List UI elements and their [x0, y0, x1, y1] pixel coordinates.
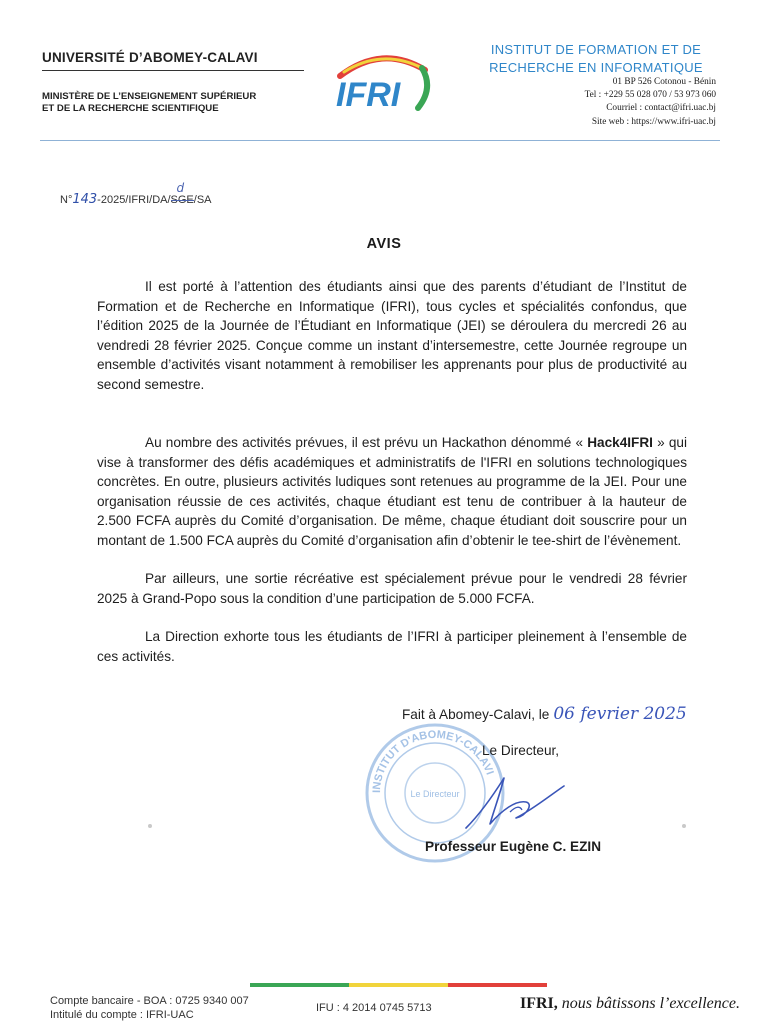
paragraph-3	[97, 569, 687, 608]
ministry-line-2: ET DE LA RECHERCHE SCIENTIFIQUE	[42, 103, 219, 114]
ref-correction: d	[176, 181, 185, 195]
motto	[520, 995, 740, 1013]
reference-number	[60, 181, 212, 207]
bank-details	[50, 994, 249, 1022]
director-name: Professeur Eugène C. EZIN	[425, 839, 602, 854]
hackathon-name: Hack4IFRI	[587, 435, 653, 450]
flag-stripe-green	[250, 983, 349, 987]
paragraph-4	[97, 627, 687, 666]
logo-text: IFRI	[336, 76, 401, 114]
motto-brand: IFRI,	[520, 995, 558, 1012]
logo-arc-green	[418, 68, 427, 108]
stamp-ring-text: INSTITUT D'ABOMEY-CALAVI	[370, 728, 496, 794]
scan-mark	[148, 824, 152, 828]
account-name-line: Intitulé du compte : IFRI-UAC	[50, 1009, 194, 1021]
handwritten-date: 06 fevrier 2025	[553, 704, 687, 724]
paragraph-2-text	[97, 433, 687, 551]
ref-suffix: /SA	[193, 194, 212, 206]
bank-account-line: Compte bancaire - BOA : 0725 9340 007	[50, 995, 249, 1007]
university-name: UNIVERSITÉ D’ABOMEY-CALAVI	[42, 50, 258, 65]
paragraph-2-start: Au nombre des activités prévues, il est prévu un Hackathon dénommé «	[145, 435, 588, 450]
director-title: Le Directeur,	[482, 743, 560, 758]
ifri-logo	[330, 48, 435, 118]
flag-stripe-yellow	[349, 983, 448, 987]
institute-line-1: INSTITUT DE FORMATION ET DE	[490, 42, 702, 57]
ifu-number: IFU : 4 2014 0745 5713	[316, 1002, 432, 1014]
paragraph-1-text: Il est porté à l’attention des étudiants ainsi que des parents d’étudiant de l’Institut de Formation et de Recherche en Informatique (IFRI), tous cycles et spécialités confondus, que l’édition 2025 de la Journée de l’Étudiant en Informatique (JEI) se déroulera du mercredi 26 au vendredi 28 février 2025. Conçue comme un instant d’intersemestre, cette Journée regroupe un ensemble d’activités visant notamment à remobiliser les apprenants pour plus de productivité au second semestre.	[97, 279, 687, 392]
paragraph-3-text: Par ailleurs, une sortie récréative est spécialement prévue pour le vendredi 28 février 2025 à Grand-Popo sous la condition d’une participation de 5.000 FCFA.	[97, 571, 687, 606]
place-text: Fait à Abomey-Calavi, le	[402, 707, 550, 722]
ministry-line-1: MINISTÈRE DE L’ENSEIGNEMENT SUPÉRIEUR	[42, 91, 257, 102]
paragraph-1	[97, 277, 687, 395]
ref-prefix: N°	[60, 194, 73, 206]
place-and-date	[402, 704, 687, 724]
contact-website[interactable]: Site web : https://www.ifri-uac.bj	[591, 116, 716, 127]
flag-stripe-red	[448, 983, 547, 987]
flag-stripe	[250, 983, 547, 987]
notice-title: AVIS	[366, 236, 402, 252]
contact-email[interactable]: Courriel : contact@ifri.uac.bj	[606, 103, 716, 114]
ministry-name	[42, 91, 256, 115]
contact-address: 01 BP 526 Cotonou - Bénin	[612, 77, 716, 87]
paragraph-4-text: La Direction exhorte tous les étudiants de l’IFRI à participer pleinement à l’ensemble de ces activités.	[97, 629, 687, 664]
ref-struck-label: SGE	[170, 194, 194, 206]
stamp-center-text: Le Directeur	[410, 789, 460, 799]
institute-name	[440, 41, 752, 77]
contact-phone: Tel : +229 55 028 070 / 53 973 060	[584, 90, 716, 101]
paragraph-2	[97, 433, 687, 551]
institute-line-2: RECHERCHE EN INFORMATIQUE	[489, 60, 703, 75]
ref-struck-text	[170, 181, 194, 206]
motto-text: nous bâtissons l’excellence.	[557, 995, 740, 1012]
university-underline	[42, 70, 304, 71]
scan-mark	[682, 824, 686, 828]
paragraph-2-rest: » qui vise à transformer des défis académiques et administratifs de l'IFRI en solutions technologiques concrètes. En outre, plusieurs activités ludiques sont retenues au programme de la JEI. Pour une organisation réussie de ces activités, chaque étudiant est tenu de contribuer à la hauteur de 2.500 FCFA auprès du Comité d’organisation. De même, chaque étudiant doit souscrire pour un montant de 1.500 FCA auprès du Comité d’organisation afin d’obtenir le tee-shirt de l’évènement.	[97, 435, 687, 548]
ref-middle: -2025/IFRI/DA/	[97, 194, 171, 206]
contact-block	[585, 76, 716, 129]
handwritten-signature	[460, 772, 570, 832]
ref-handwritten-number: 143	[72, 192, 98, 207]
header-divider	[40, 140, 720, 141]
